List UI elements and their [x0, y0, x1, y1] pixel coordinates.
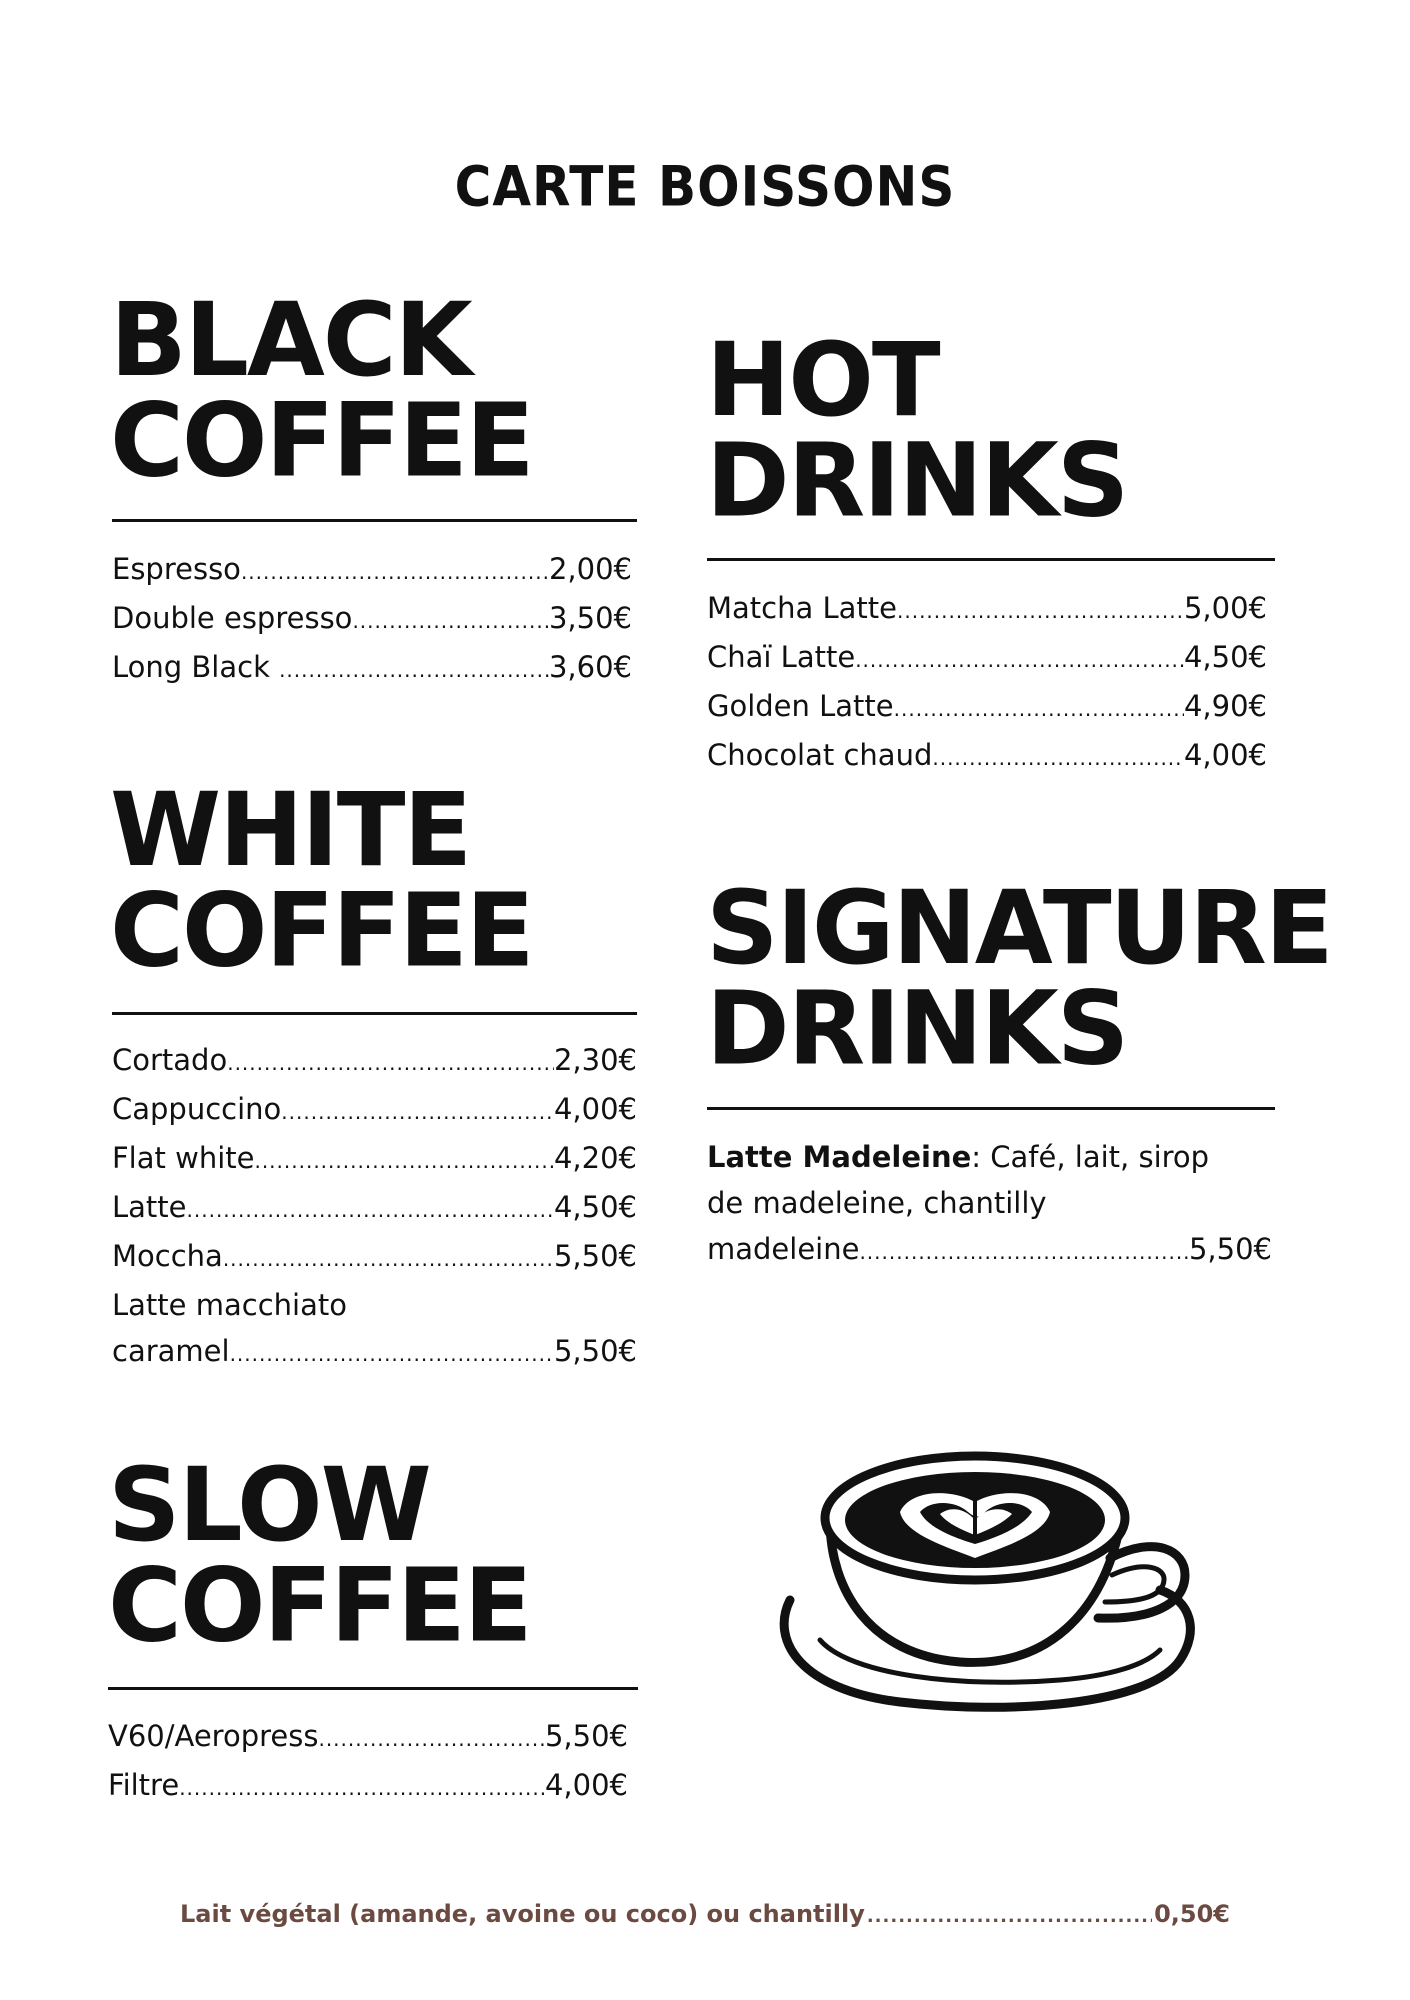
heading-line-2: DRINKS — [706, 969, 1128, 1088]
item-price: 4,00€ — [1183, 738, 1267, 772]
item-price: 2,30€ — [553, 1043, 637, 1077]
item-name: Flat white — [112, 1141, 255, 1175]
section-heading — [110, 280, 533, 500]
item-leader-dots — [897, 588, 1184, 634]
item-leader-dots — [352, 598, 549, 644]
item-leader-dots — [281, 1089, 554, 1135]
heading-line-1: SIGNATURE — [706, 868, 1332, 988]
heading-line-1: WHITE — [110, 770, 471, 890]
heading-line-1: HOT — [706, 320, 939, 440]
item-leader-dots — [187, 1187, 554, 1233]
item-name: Latte Madeleine — [707, 1140, 972, 1174]
footer-price: 0,50€ — [1154, 1900, 1230, 1928]
item-leader-dots — [859, 1229, 1189, 1275]
signature-drinks-list — [707, 1134, 1272, 1275]
item-description-line-2: de madeleine, chantilly — [707, 1186, 1047, 1220]
menu-item — [707, 634, 1267, 683]
menu-item — [112, 595, 632, 644]
item-name: Cappuccino — [112, 1092, 282, 1126]
item-price: 3,60€ — [548, 650, 632, 684]
item-price: 2,00€ — [548, 552, 632, 586]
heading-line-2: COFFEE — [108, 1546, 531, 1665]
item-leader-dots — [279, 647, 549, 693]
menu-title: CARTE BOISSONS — [454, 155, 956, 219]
black-coffee-list — [112, 546, 632, 693]
item-leader-dots — [241, 549, 549, 595]
menu-item — [112, 644, 632, 693]
footer-text: Lait végétal (amande, avoine ou coco) ou chantilly — [180, 1900, 865, 1928]
section-divider — [707, 1107, 1275, 1110]
menu-item — [112, 1233, 637, 1282]
item-leader-dots — [179, 1765, 545, 1811]
item-name: Moccha — [112, 1239, 223, 1273]
section-heading — [706, 320, 1128, 540]
section-heading — [706, 868, 1332, 1088]
item-price: 4,20€ — [553, 1141, 637, 1175]
item-leader-dots — [254, 1138, 554, 1184]
section-white-coffee-heading — [110, 770, 533, 990]
menu-item — [112, 546, 632, 595]
item-leader-dots — [318, 1716, 545, 1762]
item-price: 5,50€ — [553, 1334, 637, 1368]
item-description: : Café, lait, sirop — [971, 1140, 1210, 1174]
item-price: 4,50€ — [553, 1190, 637, 1224]
menu-item — [108, 1762, 628, 1811]
item-leader-dots — [894, 686, 1184, 732]
section-divider — [108, 1687, 638, 1690]
white-coffee-list — [112, 1037, 637, 1377]
item-name: Filtre — [108, 1768, 180, 1802]
menu-item — [707, 683, 1267, 732]
section-black-coffee-heading — [110, 280, 533, 500]
item-leader-dots — [230, 1331, 554, 1377]
item-leader-dots — [932, 735, 1184, 781]
item-name: Chocolat chaud — [707, 738, 933, 772]
item-price: 4,50€ — [1183, 640, 1267, 674]
item-name: Matcha Latte — [707, 591, 897, 625]
item-price: 5,50€ — [553, 1239, 637, 1273]
section-divider — [707, 558, 1275, 561]
item-leader-dots — [223, 1236, 554, 1282]
item-leader-dots — [227, 1040, 554, 1086]
item-price: 4,00€ — [553, 1092, 637, 1126]
section-slow-coffee-heading — [108, 1445, 531, 1665]
item-name-line-1: Latte macchiato — [112, 1288, 347, 1322]
menu-item — [707, 585, 1267, 634]
item-leader-dots — [855, 637, 1184, 683]
section-divider — [112, 519, 637, 522]
menu-item — [112, 1037, 637, 1086]
item-name: Latte — [112, 1190, 187, 1224]
heading-line-2: COFFEE — [110, 871, 533, 990]
heading-line-1: BLACK — [110, 280, 471, 400]
slow-coffee-list — [108, 1713, 628, 1811]
item-name-line-2: caramel — [112, 1334, 230, 1368]
coffee-cup-latte-art-icon — [760, 1440, 1220, 1720]
footer-leader-dots — [867, 1906, 1152, 1927]
menu-item — [112, 1328, 637, 1377]
item-name: Espresso — [112, 552, 241, 586]
heading-line-2: DRINKS — [706, 421, 1128, 540]
signature-item-line-1 — [707, 1134, 1272, 1180]
menu-item — [112, 1135, 637, 1184]
heading-line-2: COFFEE — [110, 381, 533, 500]
menu-item — [112, 1086, 637, 1135]
section-heading — [110, 770, 533, 990]
section-signature-drinks-heading — [706, 868, 1332, 1088]
item-price: 4,90€ — [1183, 689, 1267, 723]
item-price: 5,50€ — [544, 1719, 628, 1753]
hot-drinks-list — [707, 585, 1267, 781]
section-heading — [108, 1445, 531, 1665]
item-name: Chaï Latte — [707, 640, 856, 674]
menu-item — [707, 732, 1267, 781]
menu-item — [108, 1713, 628, 1762]
section-hot-drinks-heading — [706, 320, 1128, 540]
menu-item — [112, 1184, 637, 1233]
section-divider — [112, 1012, 637, 1015]
footer-supplement — [180, 1900, 1230, 1928]
item-name: Golden Latte — [707, 689, 894, 723]
item-price: 3,50€ — [548, 601, 632, 635]
item-name: Cortado — [112, 1043, 228, 1077]
item-price: 5,50€ — [1188, 1232, 1272, 1266]
item-name: Double espresso — [112, 601, 353, 635]
item-price: 5,00€ — [1183, 591, 1267, 625]
item-name: Long Black — [112, 650, 280, 684]
heading-line-1: SLOW — [108, 1445, 430, 1565]
item-name: V60/Aeropress — [108, 1719, 319, 1753]
menu-item — [707, 1226, 1272, 1275]
item-description-line-3: madeleine — [707, 1232, 860, 1266]
item-price: 4,00€ — [544, 1768, 628, 1802]
